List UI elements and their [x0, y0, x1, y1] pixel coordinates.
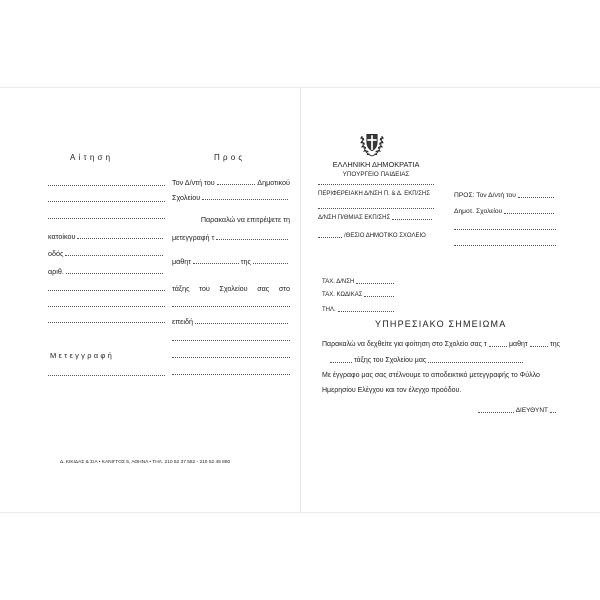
memo-accept-text: Παρακαλώ να δεχθείτε για φοίτηση στο Σχολείο σας τ: [322, 341, 487, 348]
applicant-blank-line-3: [48, 218, 165, 219]
addressee-row-1: [172, 178, 290, 187]
applicant-blank-line-4: [48, 290, 165, 291]
header-blank-line-1: [318, 184, 434, 185]
request-line-3: [172, 257, 290, 266]
request-line-4: τάξης του Σχολείου σας στο: [172, 284, 290, 293]
blank-line: [66, 273, 163, 274]
blank-line: [318, 237, 342, 238]
blank-line: [202, 199, 288, 200]
memo-line-1: [322, 340, 560, 349]
blank-line: [217, 184, 256, 185]
applicant-blank-line-1: [48, 185, 165, 186]
blank-line: [530, 346, 548, 347]
phone-row: [322, 306, 396, 314]
applicant-blank-line-2: [48, 201, 165, 202]
grade-of-label: της: [240, 257, 251, 266]
primary-directorate: Δ/ΝΣΗ Π/ΘΜΙΑΣ ΕΚΠ/ΣΗΣ: [318, 215, 391, 221]
blank-line: [356, 283, 394, 284]
transfer-of-label: μετεγγραφή τ: [172, 233, 215, 242]
page-fold-line: [300, 88, 301, 512]
street-row: [48, 249, 165, 258]
recipient-row-1: [454, 192, 556, 200]
memo-grade-text: τάξης του Σχολείου μας: [354, 357, 427, 364]
reason-label: επειδή: [172, 317, 193, 326]
blank-line: [216, 239, 288, 240]
addressee-prefix: Τον Δ/ντή του: [172, 178, 215, 187]
blank-line: [253, 263, 288, 264]
number-label: αριθ.: [48, 267, 64, 276]
reason-blank-line-2: [172, 357, 290, 358]
addressee-row-2: [172, 193, 290, 202]
greek-emblem-icon: [359, 128, 385, 158]
memo-line-3: Με έγγραφο μας σας στέλνουμε το αποδεικτικό μετεγγραφής το Φύλλο: [322, 372, 540, 379]
addressee-suffix: Δημοτικού: [257, 178, 290, 187]
phone-label: ΤΗΛ.: [322, 307, 336, 313]
applicant-blank-line-5: [48, 306, 165, 307]
memo-title: ΥΠΗΡΕΣΙΑΚΟ ΣΗΜΕΙΩΜΑ: [375, 319, 507, 329]
blank-line: [550, 412, 556, 413]
primary-directorate-row: [318, 214, 434, 222]
memo-student-label: μαθητ: [509, 341, 528, 348]
blank-line: [195, 323, 288, 324]
school-row: [318, 232, 434, 240]
reason-blank-line-3: [172, 374, 290, 375]
recipient-line-2: Δημοτ. Σχολείου: [454, 208, 503, 215]
number-row: [48, 267, 165, 276]
request-blank-line-1: [172, 306, 290, 307]
application-heading: Αίτηση: [70, 153, 114, 162]
request-line-5: [172, 317, 290, 326]
street-label: οδός: [48, 249, 64, 258]
regional-directorate: ΠΕΡΙΦΕΡΕΙΑΚΗ Δ/ΝΣΗ Π. & Δ. ΕΚΠ/ΣΗΣ: [318, 191, 430, 197]
state-name: ΕΛΛΗΝΙΚΗ ΔΗΜΟΚΡΑΤΙΑ: [332, 160, 420, 169]
blank-line: [478, 412, 514, 413]
blank-line: [193, 263, 239, 264]
recipient-blank-line-2: [454, 245, 556, 246]
memo-line-4: Ημερησίου Ελέγχου και τον έλεγχο προόδου.: [322, 387, 462, 394]
blank-line: [65, 255, 163, 256]
memo-grade-of-label: της: [549, 341, 561, 348]
recipient-blank-line-1: [454, 229, 556, 230]
recipient-line-1: ΠΡΟΣ: Τον Δ/ντή του: [454, 192, 516, 199]
blank-line: [392, 219, 432, 220]
blank-line: [518, 197, 554, 198]
memo-line-2: [330, 356, 525, 365]
blank-line: [428, 362, 523, 363]
request-line-1: Παρακαλώ να επιτρέψετε τη: [200, 215, 290, 224]
header-blank-line-2: [318, 208, 434, 209]
address-row: [322, 278, 396, 286]
ministry-name: ΥΠΟΥΡΓΕΙΟ ΠΑΙΔΕΙΑΣ: [342, 171, 410, 178]
student-label: μαθητ: [172, 257, 192, 266]
signature-row: [478, 407, 556, 415]
blank-line: [489, 346, 507, 347]
residence-row: [48, 232, 165, 241]
school-type: /ΘΕΣΙΟ ΔΗΜΟΤΙΚΟ ΣΧΟΛΕΙΟ: [344, 233, 426, 239]
residence-label: κατοίκου: [48, 232, 76, 241]
reason-blank-line-1: [172, 340, 290, 341]
printer-imprint: Δ. ΚΙΚΙΔΑΣ & ΣΙΑ • ΚΑΝΙΓΓΟΣ 5, ΑΘΗΝΑ • ΤΗΛ. 210 52 37 562 - 210 52 45 880: [60, 460, 231, 465]
blank-line: [338, 311, 394, 312]
postcode-label: ΤΑΧ. ΚΩΔΙΚΑΣ: [322, 292, 363, 298]
postcode-row: [322, 291, 396, 299]
blank-line: [364, 296, 394, 297]
address-label: ΤΑΧ. Δ/ΝΣΗ: [322, 279, 355, 285]
addressee-school: Σχολείου: [172, 193, 201, 202]
sheet-bottom-edge: [0, 512, 600, 513]
blank-line: [330, 362, 352, 363]
request-line-2: [172, 233, 290, 242]
transfer-heading: Μετεγγραφή: [50, 351, 115, 360]
blank-line: [77, 238, 163, 239]
transfer-blank-line: [48, 375, 165, 376]
to-heading: Προς: [214, 153, 246, 162]
blank-line: [504, 213, 554, 214]
director-signature-label: ΔΙΕΥΘΥΝΤ: [515, 407, 548, 414]
recipient-row-2: [454, 208, 556, 216]
applicant-blank-line-6: [48, 322, 165, 323]
